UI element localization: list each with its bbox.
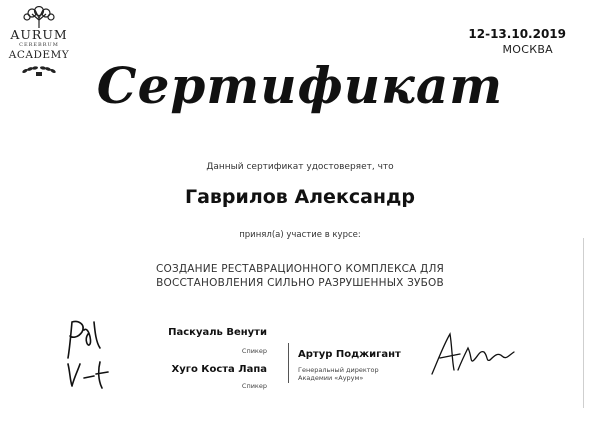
director-signature <box>428 330 518 378</box>
participation-text: принял(а) участие в курсе: <box>239 230 361 240</box>
decorative-edge-line <box>583 238 584 408</box>
speaker1-signature <box>62 318 106 360</box>
logo-brand-text: AURUM <box>10 27 68 42</box>
speaker-name: Хуго Коста Лапа <box>171 364 267 375</box>
course-title-line1: СОЗДАНИЕ РЕСТАВРАЦИОННОГО КОМПЛЕКСА ДЛЯ <box>155 263 445 275</box>
director-role-line2: Академии «Аурум» <box>298 374 364 382</box>
signature-divider <box>288 343 289 383</box>
tree-icon <box>22 6 56 28</box>
certifies-text: Данный сертификат удостоверяет, что <box>206 162 394 172</box>
director-role-line1: Генеральный директор <box>298 366 379 374</box>
event-city: МОСКВА <box>502 43 553 56</box>
recipient-name: Гаврилов Александр <box>184 186 416 208</box>
course-title-line2: ВОССТАНОВЛЕНИЯ СИЛЬНО РАЗРУШЕННЫХ ЗУБОВ <box>156 277 444 289</box>
speaker-role: Спикер <box>241 382 267 390</box>
event-date: 12-13.10.2019 <box>468 27 566 41</box>
logo-tagline: CEREBRUM <box>19 42 59 48</box>
speaker-name: Паскуаль Венути <box>168 327 267 338</box>
logo-sub-text: ACADEMY <box>8 49 70 61</box>
speaker2-signature <box>64 360 110 390</box>
director-name: Артур Поджигант <box>298 349 401 360</box>
certificate-title: Сертификат <box>96 56 504 115</box>
speaker-role: Спикер <box>241 347 267 355</box>
